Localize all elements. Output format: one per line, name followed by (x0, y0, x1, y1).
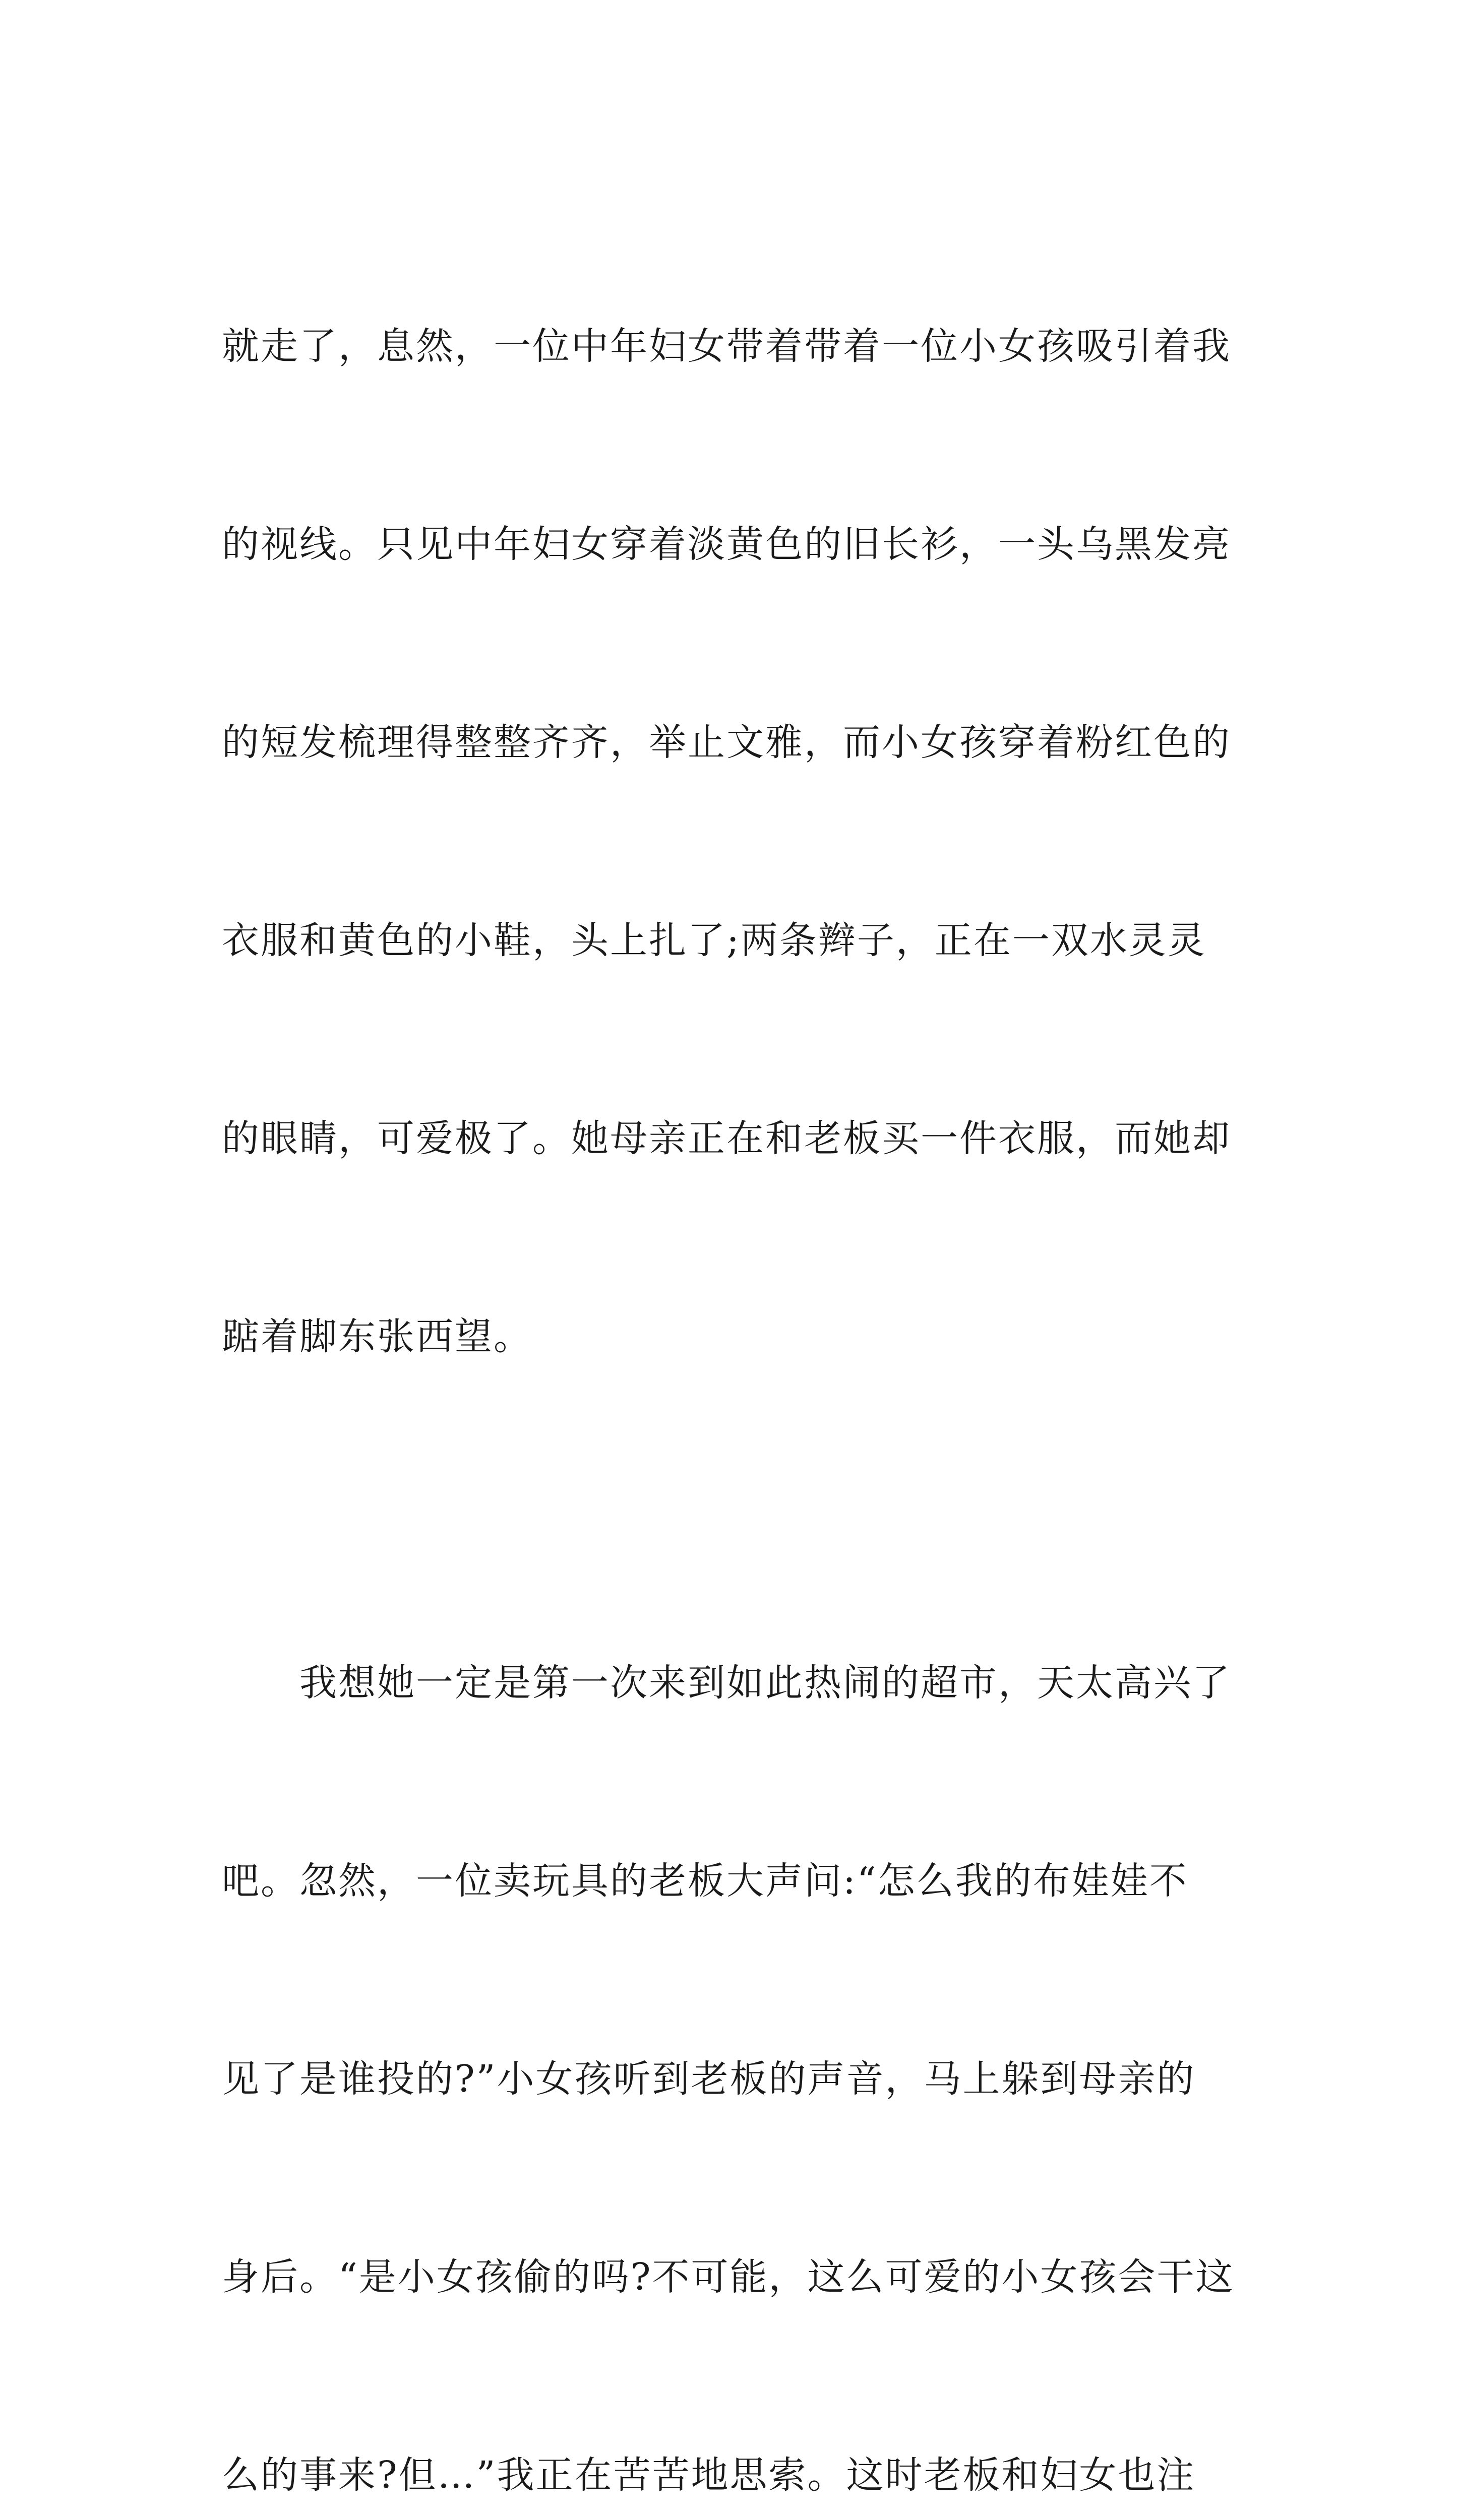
text-line: 就走了，息然，一位中年妇女带着带着一位小女孩吸引着我 (222, 325, 1231, 368)
paragraph-2 (222, 1518, 1250, 2520)
body-text (222, 181, 1250, 2520)
text-line: 身后。“是小女孩偷的吗?不可能，这么可爱的小女孩会干这 (222, 2255, 1235, 2299)
text-line: 见了是谁投的?”小女孩听到老板的声音，马上躲到母亲的 (222, 2057, 1196, 2101)
text-line: 衣服和黄色的小鞋，头上扎了;两条辫子，正在一双水灵灵 (222, 919, 1206, 962)
text-line: 吧。忽然，一位卖玩具的老板大声问:“怎么我的布娃娃不 (222, 1859, 1188, 1903)
text-line: 踮着脚东张西望。 (222, 1315, 532, 1358)
text-line: 的眼睛，可爱极了。她母亲正在和老板买一件衣服，而她却 (222, 1117, 1231, 1160)
text-line: 的视线。只见中年妇女穿着淡黄色的旧长衫，一头乌黑发亮 (222, 523, 1231, 566)
text-line: 的短发梳理得整整齐齐，举止文雅，而小女孩穿着粉红色的 (222, 721, 1231, 764)
text-line: 我想她一定是第一次来到如此热闹的超市，天太高兴了 (222, 1661, 1231, 1705)
text-line: 么的事来?但…”我正在苦苦地思索。这时老板和妇女也注 (222, 2453, 1196, 2497)
paragraph-1 (222, 181, 1250, 1502)
